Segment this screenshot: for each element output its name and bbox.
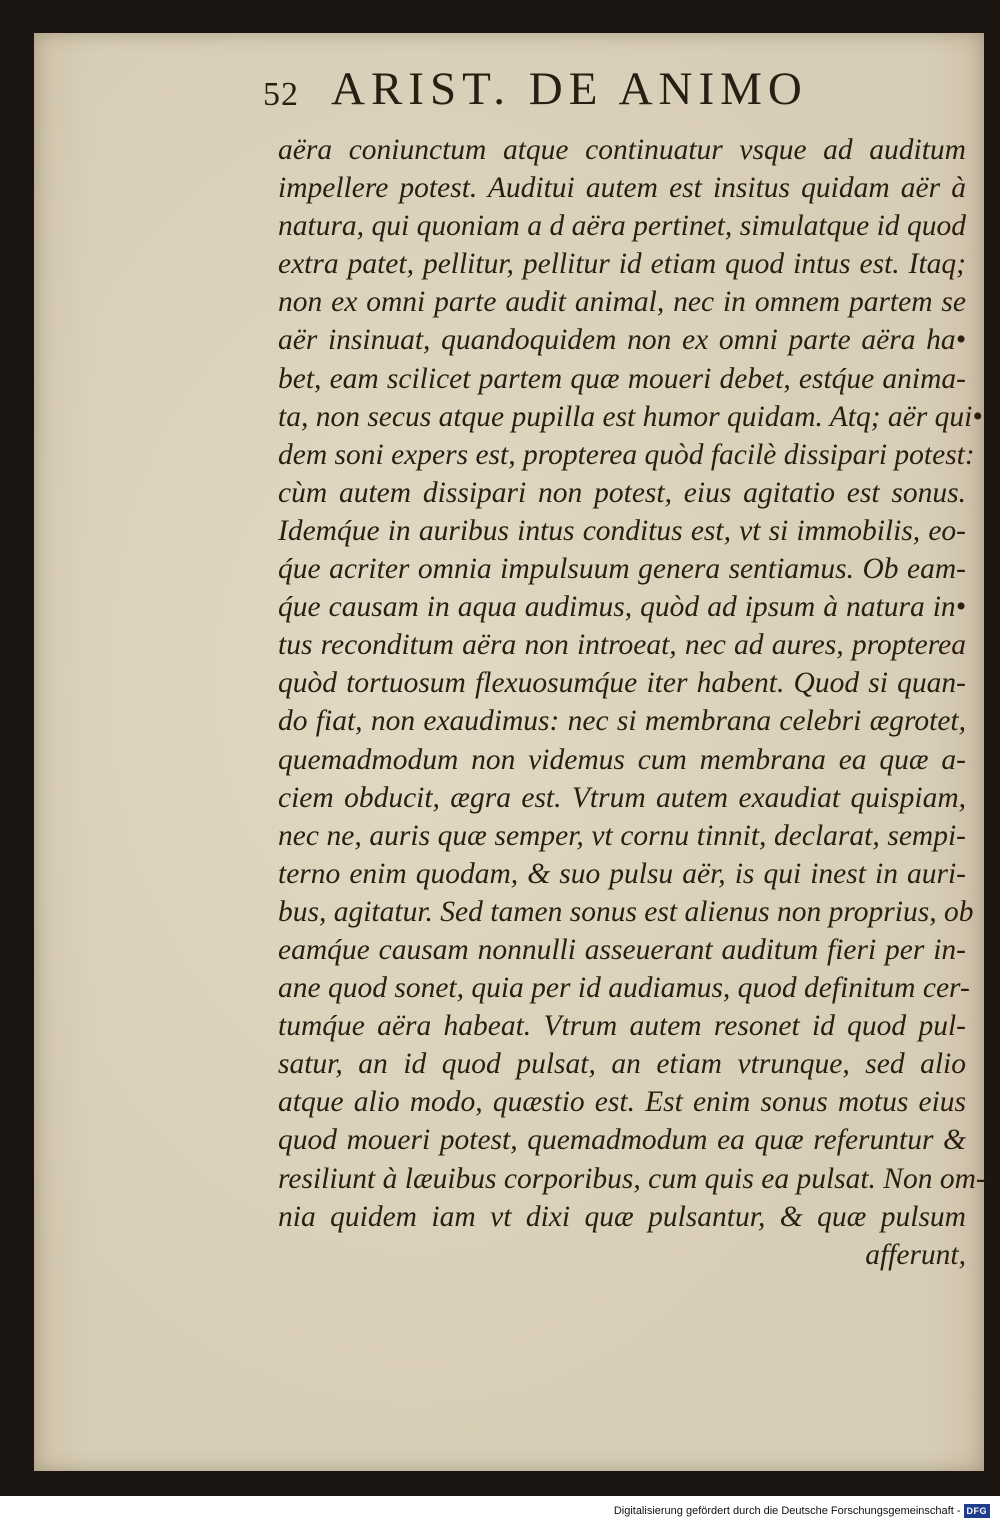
text-line: eamq́ue causam nonnulli asseuerant auditum fieri per in- [278,933,966,966]
text-line: nec ne, auris quæ semper, vt cornu tinnit, declarat, sempi- [278,819,966,852]
body-text [278,131,986,1274]
text-line: extra patet, pellitur, pellitur id etiam quod intus est. Itaq; [278,248,966,281]
text-line: tus reconditum aëra non introeat, nec ad aures, propterea [278,629,966,662]
text-line: do fiat, non exaudimus: nec si membrana celebri ægrotet, [278,705,966,738]
text-line: q́ue causam in aqua audimus, quòd ad ipsum à natura in• [278,591,966,624]
text-line: dem soni expers est, propterea quòd facilè dissipari potest: [278,438,975,471]
text-line: satur, an id quod pulsat, an etiam vtrunque, sed alio [278,1048,966,1081]
digitization-credit [614,1503,990,1519]
text-line: quemadmodum non videmus cum membrana ea quæ a- [278,743,966,776]
text-line: bet, eam scilicet partem quæ moueri debet, estq́ue anima- [278,362,966,395]
running-head: ARIST. DE ANIMO [331,63,808,115]
text-line: natura, qui quoniam a d aëra pertinet, simulatque id quod [278,210,966,243]
text-line: tumq́ue aëra habeat. Vtrum autem resonet id quod pul- [278,1010,966,1043]
text-line: quod moueri potest, quemadmodum ea quæ referuntur & [278,1124,966,1157]
text-line: resiliunt à læuibus corporibus, cum quis ea pulsat. Non om- [278,1162,986,1195]
text-line: bus, agitatur. Sed tamen sonus est alienus non proprius, ob [278,895,974,928]
credit-text: Digitalisierung gefördert durch die Deutsche Forschungsgemeinschaft - [613,1505,961,1517]
text-line: Idemq́ue in auribus intus conditus est, vt si immobilis, eo- [278,514,966,547]
text-line: atque alio modo, quæstio est. Est enim sonus motus eius [278,1086,966,1119]
dfg-logo: DFG [964,1504,991,1518]
text-line: ciem obducit, ægra est. Vtrum autem exaudiat quispiam, [278,781,966,814]
text-line: ta, non secus atque pupilla est humor quidam. Atq; aër qui• [278,400,983,433]
text-line: aër insinuat, quandoquidem non ex omni parte aëra ha• [278,324,966,357]
text-line: terno enim quodam, & suo pulsu aër, is qui inest in auri- [278,857,966,890]
text-line: cùm autem dissipari non potest, eius agitatio est sonus. [278,476,966,509]
text-line: nia quidem iam vt dixi quæ pulsantur, & quæ pulsum [278,1200,966,1233]
text-line: ane quod sonet, quia per id audiamus, quod definitum cer- [278,972,970,1005]
text-line: afferunt, [865,1238,966,1271]
text-line: q́ue acriter omnia impulsuum genera sentiamus. Ob eam- [278,553,966,586]
text-line: impellere potest. Auditui autem est insitus quidam aër à [278,172,966,205]
text-line: aëra coniunctum atque continuatur vsque ad auditum [278,134,966,166]
page-header [263,62,883,122]
text-line: non ex omni parte audit animal, nec in omnem partem se [278,286,966,319]
page-number: 52 [263,76,299,113]
text-line: quòd tortuosum flexuosumq́ue iter habent. Quod si quan- [278,667,966,700]
